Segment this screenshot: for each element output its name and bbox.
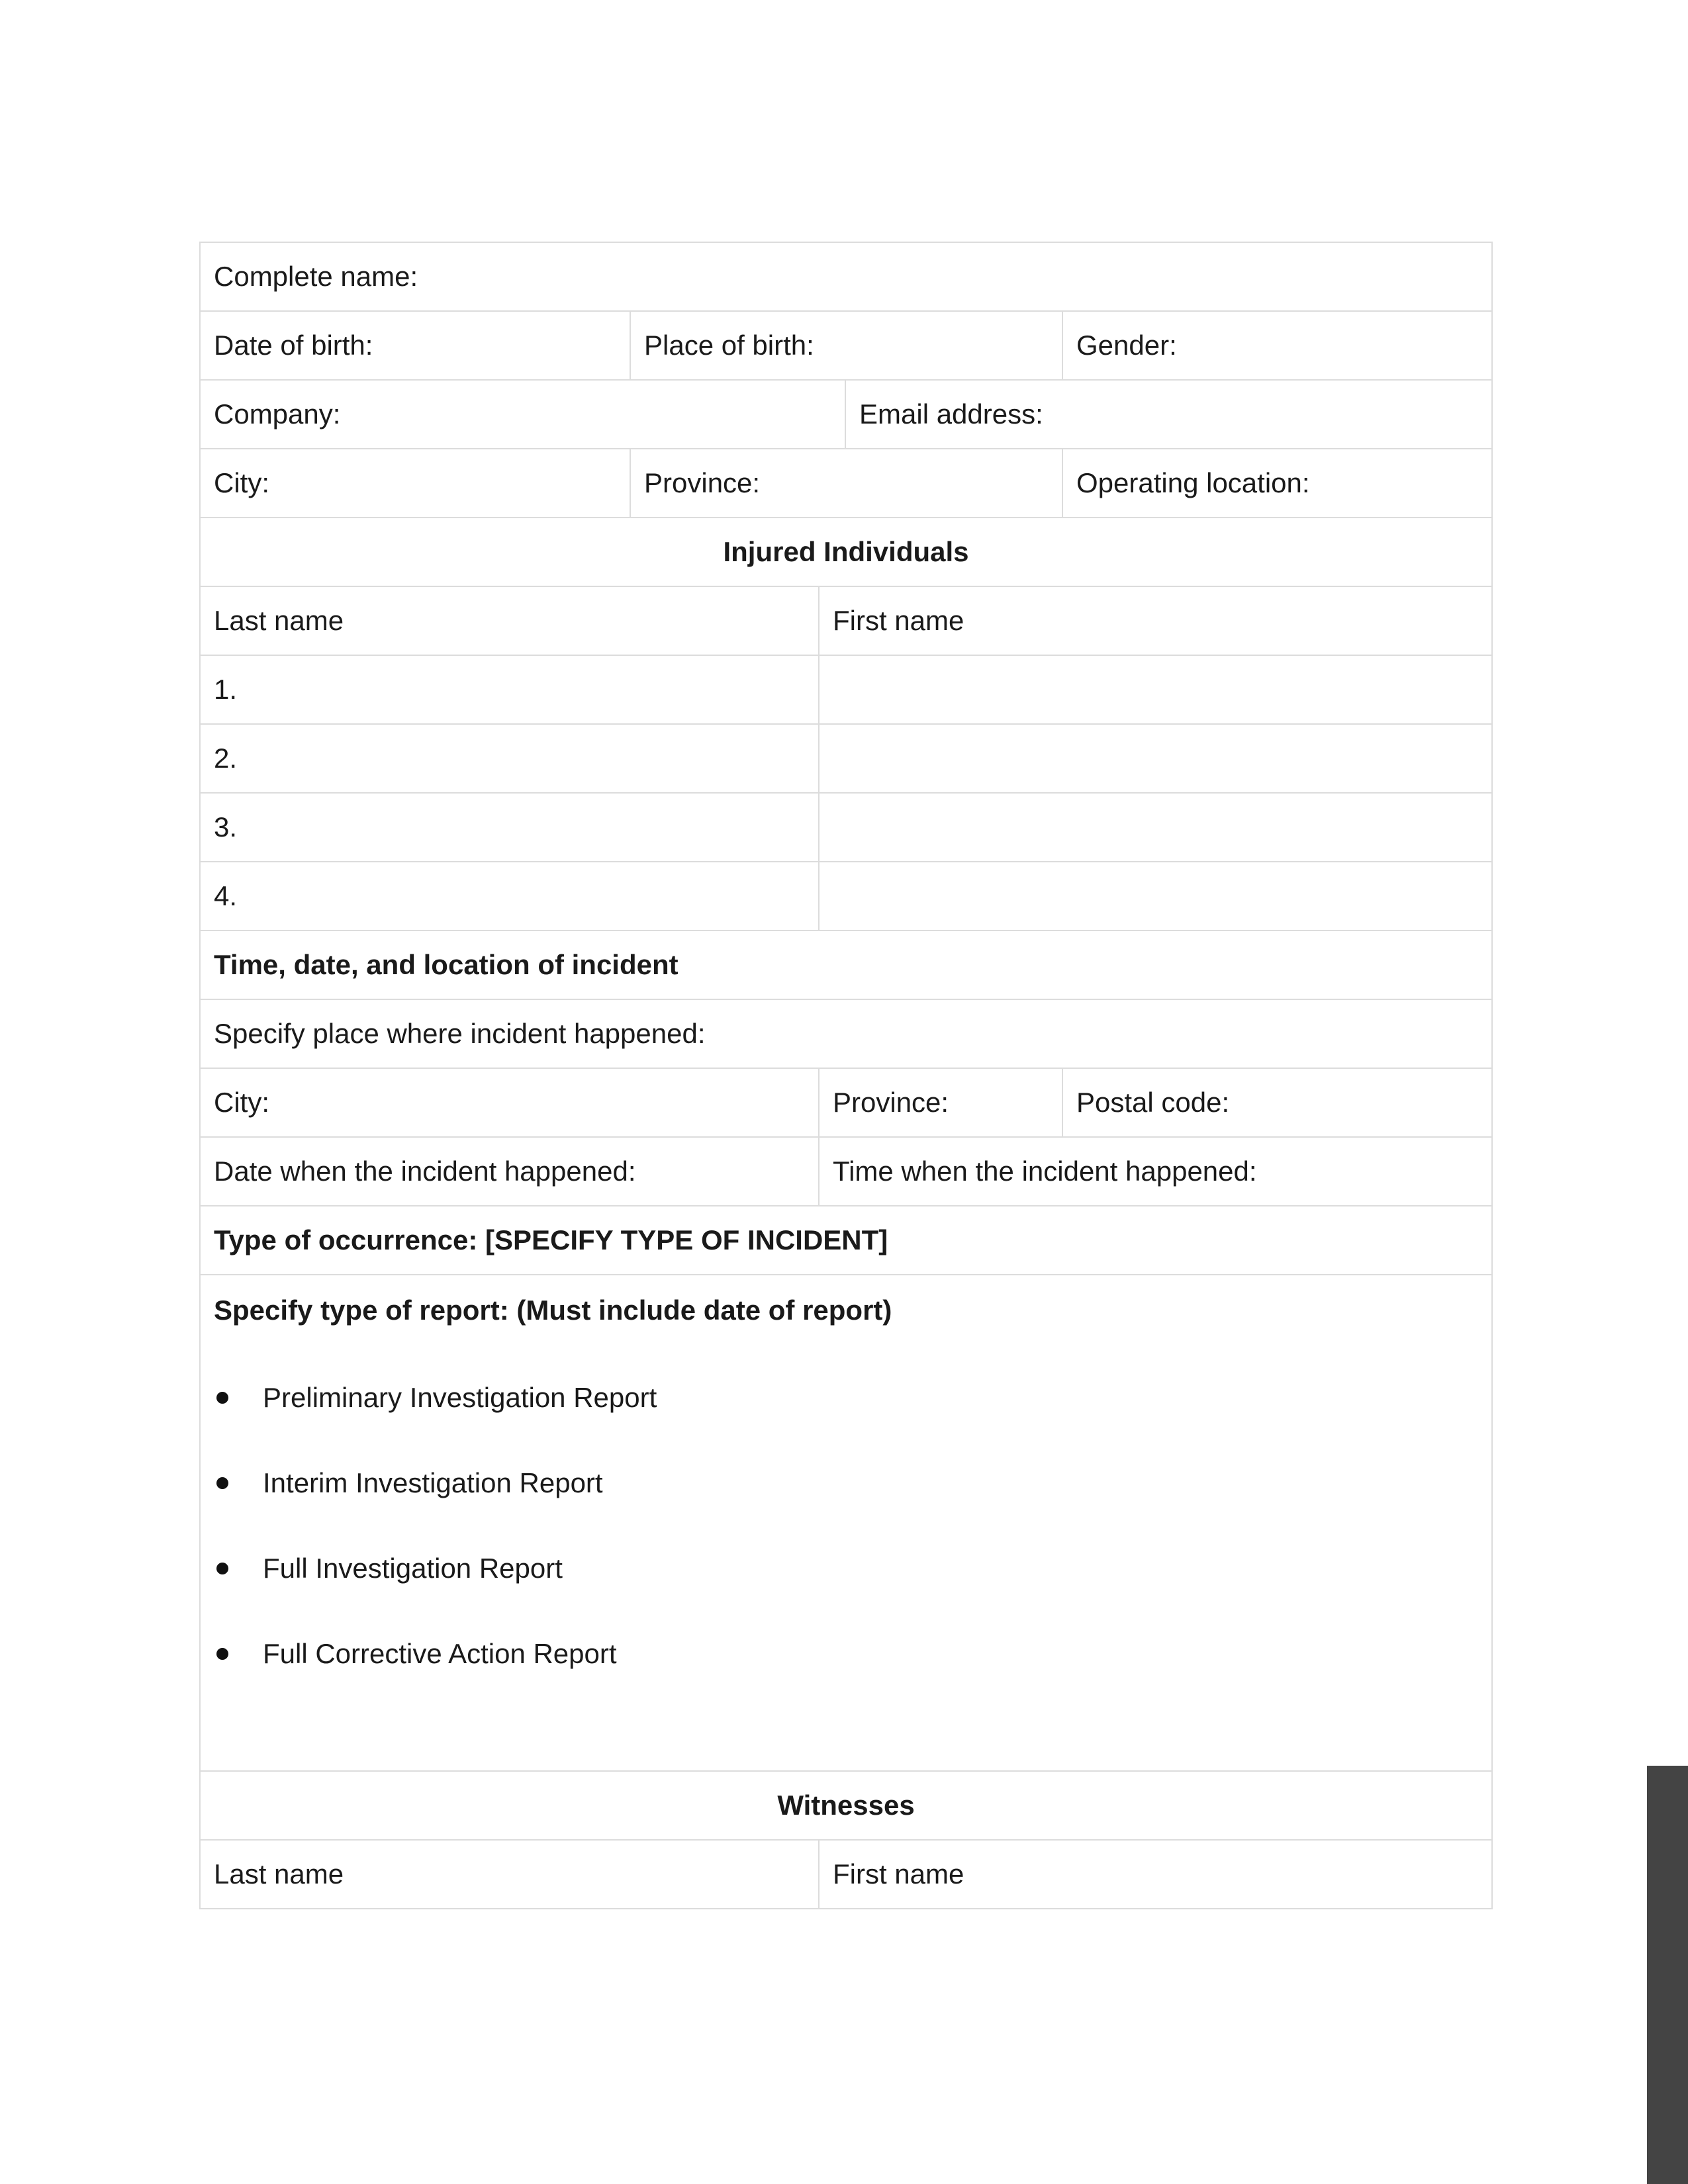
witness-first-name-header: First name bbox=[819, 1840, 1492, 1909]
injured-last-name-header: Last name bbox=[200, 586, 819, 655]
row-injured-columns bbox=[200, 586, 1492, 655]
report-type-list bbox=[214, 1355, 1478, 1696]
injured-first-name-cell[interactable] bbox=[819, 793, 1492, 862]
incident-province-field[interactable]: Province: bbox=[819, 1068, 1062, 1137]
row-incident-location bbox=[200, 1068, 1492, 1137]
row-report-type bbox=[200, 1275, 1492, 1771]
incident-city-field[interactable]: City: bbox=[200, 1068, 819, 1137]
incident-section-heading: Time, date, and location of incident bbox=[200, 931, 1492, 999]
row-witnesses-heading bbox=[200, 1771, 1492, 1840]
row-complete-name bbox=[200, 242, 1492, 311]
report-type-cell bbox=[200, 1275, 1492, 1771]
witnesses-heading: Witnesses bbox=[200, 1771, 1492, 1840]
row-company-email bbox=[200, 380, 1492, 449]
incident-date-field[interactable]: Date when the incident happened: bbox=[200, 1137, 819, 1206]
incident-postal-code-field[interactable]: Postal code: bbox=[1062, 1068, 1492, 1137]
report-type-label: Full Corrective Action Report bbox=[263, 1637, 617, 1669]
injured-row bbox=[200, 655, 1492, 724]
incident-place-field[interactable]: Specify place where incident happened: bbox=[200, 999, 1492, 1068]
province-field[interactable]: Province: bbox=[630, 449, 1062, 518]
injured-row bbox=[200, 862, 1492, 931]
row-incident-heading bbox=[200, 931, 1492, 999]
company-field[interactable]: Company: bbox=[200, 380, 845, 449]
report-type-item[interactable] bbox=[214, 1440, 1478, 1525]
row-incident-place bbox=[200, 999, 1492, 1068]
injured-first-name-cell[interactable] bbox=[819, 862, 1492, 931]
row-witnesses-columns bbox=[200, 1840, 1492, 1909]
incident-report-form bbox=[199, 242, 1493, 1909]
side-scroll-tab[interactable] bbox=[1647, 1766, 1688, 2184]
report-type-item[interactable] bbox=[214, 1525, 1478, 1611]
report-type-item[interactable] bbox=[214, 1355, 1478, 1440]
report-type-label: Full Investigation Report bbox=[263, 1552, 563, 1584]
injured-last-name-cell[interactable]: 3. bbox=[200, 793, 819, 862]
row-occurrence bbox=[200, 1206, 1492, 1275]
row-injured-heading bbox=[200, 518, 1492, 586]
occurrence-type-field[interactable]: Type of occurrence: [SPECIFY TYPE OF INCIDENT] bbox=[200, 1206, 1492, 1275]
complete-name-field[interactable]: Complete name: bbox=[200, 242, 1492, 311]
witness-last-name-header: Last name bbox=[200, 1840, 819, 1909]
city-field[interactable]: City: bbox=[200, 449, 630, 518]
operating-location-field[interactable]: Operating location: bbox=[1062, 449, 1492, 518]
report-type-label: Interim Investigation Report bbox=[263, 1467, 603, 1498]
injured-row bbox=[200, 724, 1492, 793]
date-of-birth-field[interactable]: Date of birth: bbox=[200, 311, 630, 380]
injured-first-name-cell[interactable] bbox=[819, 655, 1492, 724]
row-incident-datetime bbox=[200, 1137, 1492, 1206]
injured-last-name-cell[interactable]: 1. bbox=[200, 655, 819, 724]
injured-first-name-header: First name bbox=[819, 586, 1492, 655]
incident-time-field[interactable]: Time when the incident happened: bbox=[819, 1137, 1492, 1206]
injured-individuals-heading: Injured Individuals bbox=[200, 518, 1492, 586]
place-of-birth-field[interactable]: Place of birth: bbox=[630, 311, 1062, 380]
bullet-icon bbox=[216, 1392, 228, 1404]
injured-last-name-cell[interactable]: 2. bbox=[200, 724, 819, 793]
injured-row bbox=[200, 793, 1492, 862]
bullet-icon bbox=[216, 1477, 228, 1489]
email-field[interactable]: Email address: bbox=[845, 380, 1492, 449]
row-birth-gender bbox=[200, 311, 1492, 380]
bullet-icon bbox=[216, 1563, 228, 1574]
report-type-heading: Specify type of report: (Must include date of report) bbox=[214, 1295, 892, 1326]
gender-field[interactable]: Gender: bbox=[1062, 311, 1492, 380]
report-type-item[interactable] bbox=[214, 1611, 1478, 1696]
report-type-label: Preliminary Investigation Report bbox=[263, 1381, 657, 1413]
bullet-icon bbox=[216, 1648, 228, 1660]
injured-last-name-cell[interactable]: 4. bbox=[200, 862, 819, 931]
row-location bbox=[200, 449, 1492, 518]
injured-first-name-cell[interactable] bbox=[819, 724, 1492, 793]
